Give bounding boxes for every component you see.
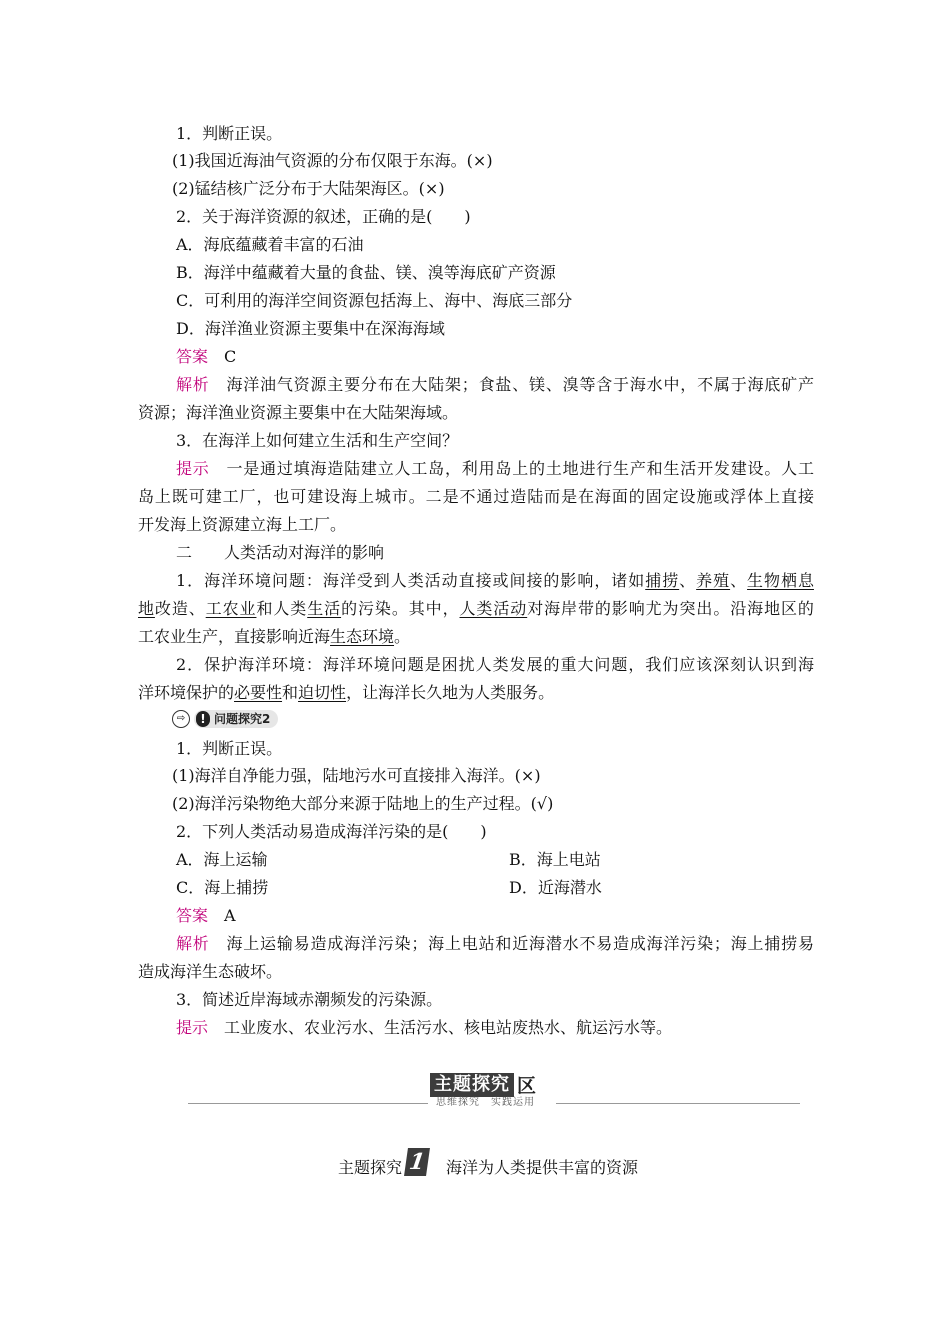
q3-stem-2: 3．简述近岸海域赤潮频发的污染源。: [176, 990, 443, 1009]
keyword: 生态环境: [330, 627, 395, 646]
analysis-label: 解析: [176, 934, 210, 953]
section-heading: 二 人类活动对海洋的影响: [176, 543, 385, 562]
topic-prefix: 主题探究: [338, 1158, 403, 1177]
topic-title: 海洋为人类提供丰富的资源: [446, 1158, 639, 1177]
analysis-text: 海洋油气资源主要分布在大陆架；食盐、镁、溴等含于海水中，不属于海底矿产: [226, 375, 814, 394]
keyword: 必要性: [234, 683, 283, 702]
hint-text: 一是通过填海造陆建立人工岛，利用岛上的土地进行生产和生活开发建设。人工: [226, 459, 814, 478]
q3-hint-line-1: [176, 459, 814, 479]
q2-answer-2: [176, 906, 236, 926]
answer-value: A: [224, 906, 236, 925]
inquiry-tag: [172, 710, 278, 728]
banner-title: 主题探究: [430, 1073, 514, 1097]
q2-analysis-line-2-2: 造成海洋生态破坏。: [138, 962, 283, 981]
q2-option-a: A．海底蕴藏着丰富的石油: [176, 235, 364, 254]
topic-number-badge: 1: [404, 1148, 430, 1176]
inquiry-tag-text: 问题探究2: [214, 712, 271, 726]
q1-heading: 1．判断正误。: [176, 124, 283, 143]
hint-label: 提示: [176, 459, 210, 478]
divider-right: [556, 1103, 800, 1104]
q2-option-b: B．海洋中蕴藏着大量的食盐、镁、溴等海底矿产资源: [176, 263, 556, 282]
q3-hint-2: [176, 1018, 672, 1038]
q2-option-d: D．海洋渔业资源主要集中在深海海域: [176, 319, 445, 338]
inquiry-tag-label: [194, 710, 278, 728]
answer-label: 答案: [176, 906, 209, 925]
para2-line-2: 洋环境保护的必要性和迫切性，让海洋长久地为人类服务。: [138, 683, 555, 702]
q1-item-1: (1)我国近海油气资源的分布仅限于东海。(×): [172, 151, 493, 170]
para1-line-3: 工农业生产，直接影响近海生态环境。: [138, 627, 411, 646]
q2-analysis-line-1-2: [176, 934, 814, 954]
keyword: 工农业: [205, 599, 257, 618]
hint-label: 提示: [176, 1018, 209, 1037]
divider-left: [188, 1103, 428, 1104]
q2-option-b-2: B．海上电站: [509, 850, 601, 869]
arrow-right-icon: ⇨: [172, 710, 190, 728]
keyword: 生物栖息: [747, 571, 814, 590]
q2-option-c-2: C．海上捕捞: [176, 878, 269, 897]
para1-line-2: 地改造、工农业和人类生活的污染。其中，人类活动对海岸带的影响尤为突出。沿海地区的: [138, 599, 814, 618]
q2-option-a-2: A．海上运输: [176, 850, 268, 869]
keyword: 生活: [307, 599, 342, 618]
q2-stem: 2．关于海洋资源的叙述，正确的是( ): [176, 207, 471, 226]
q1-item-2: (2)锰结核广泛分布于大陆架海区。(×): [172, 179, 445, 198]
q2-stem-2: 2．下列人类活动易造成海洋污染的是( ): [176, 822, 487, 841]
q2-analysis-line-1: [176, 375, 814, 395]
banner-subtitle: 思维探究 实践运用: [436, 1097, 535, 1108]
answer-label: 答案: [176, 347, 209, 366]
keyword: 迫切性: [298, 683, 347, 702]
banner-tail: 区: [517, 1075, 537, 1097]
exclamation-icon: !: [196, 711, 210, 727]
q3-hint-line-2: 岛上既可建工厂，也可建设海上城市。二是不通过造陆而是在海面的固定设施或浮体上直接: [138, 487, 814, 506]
q1-item-1-2: (1)海洋自净能力强，陆地污水可直接排入海洋。(×): [172, 766, 541, 785]
keyword: 捕捞: [645, 571, 680, 590]
q2-option-c: C．可利用的海洋空间资源包括海上、海中、海底三部分: [176, 291, 573, 310]
q2-analysis-line-2: 资源；海洋渔业资源主要集中在大陆架海域。: [138, 403, 459, 422]
keyword: 地: [138, 599, 155, 618]
q1-item-2-2: (2)海洋污染物绝大部分来源于陆地上的生产过程。(√): [172, 794, 554, 813]
keyword: 人类活动: [459, 599, 528, 618]
para2-line-1: 2．保护海洋环境：海洋环境问题是困扰人类发展的重大问题，我们应该深刻认识到海: [176, 655, 814, 674]
topic-zone-banner: [430, 1071, 536, 1098]
answer-value: C: [224, 347, 237, 366]
topic-heading: [338, 1150, 638, 1178]
analysis-text: 海上运输易造成海洋污染；海上电站和近海潜水不易造成海洋污染；海上捕捞易: [226, 934, 814, 953]
q3-stem: 3．在海洋上如何建立生活和生产空间？: [176, 431, 459, 450]
q2-answer: [176, 347, 236, 367]
para1-line-1: 1．海洋环境问题：海洋受到人类活动直接或间接的影响，诸如捕捞、养殖、生物栖息: [176, 571, 814, 590]
analysis-label: 解析: [176, 375, 210, 394]
q3-hint-line-3: 开发海上资源建立海上工厂。: [138, 515, 347, 534]
q2-option-d-2: D．近海潜水: [509, 878, 602, 897]
hint-text: 工业废水、农业污水、生活污水、核电站废热水、航运污水等。: [224, 1018, 673, 1037]
q1-heading-2: 1．判断正误。: [176, 739, 283, 758]
keyword: 养殖: [696, 571, 731, 590]
